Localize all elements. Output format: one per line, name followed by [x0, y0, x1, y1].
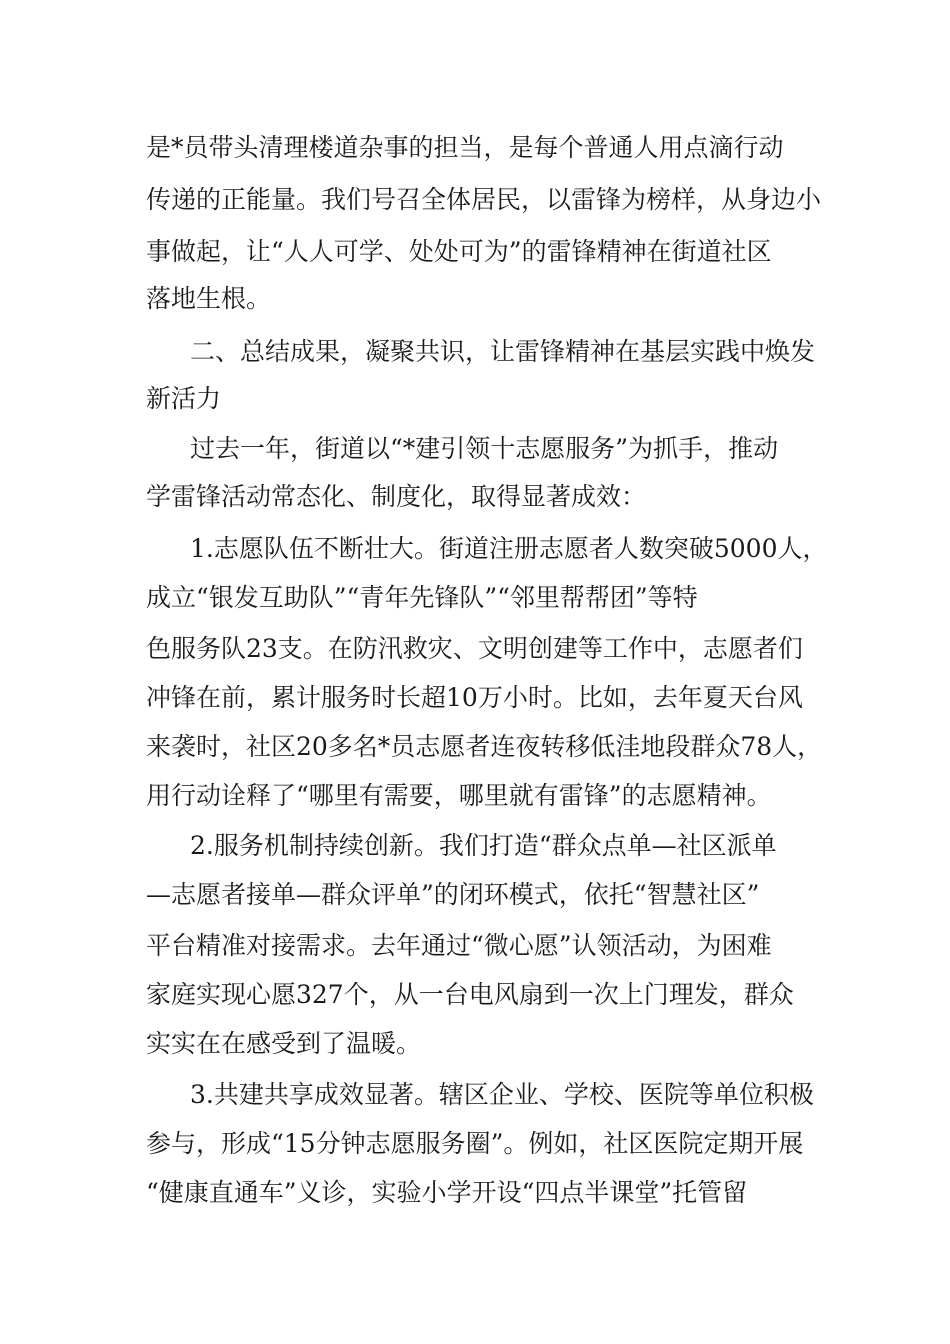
text-line: 传递的正能量。我们号召全体居民，以雷锋为榜样，从身边小: [146, 185, 822, 214]
text-line: 参与，形成“15分钟志愿服务圈”。例如，社区医院定期开展: [146, 1129, 804, 1158]
section-heading: 二、总结成果，凝聚共识，让雷锋精神在基层实践中焕发: [190, 337, 816, 366]
text-line: “健康直通车”义诊，实验小学开设“四点半课堂”托管留: [146, 1178, 748, 1207]
text-line: 来袭时，社区20多名*员志愿者连夜转移低洼地段群众78人，: [146, 732, 823, 761]
paragraph-first-line: 过去一年，街道以“*建引领十志愿服务”为抓手，推动: [190, 434, 779, 463]
text-line: 家庭实现心愿327个，从一台电风扇到一次上门理发，群众: [146, 980, 794, 1009]
text-line: 落地生根。: [146, 284, 272, 313]
section-heading-continuation: 新活力: [146, 384, 222, 413]
text-line: —志愿者接单—群众评单”的闭环模式，依托“智慧社区”: [146, 880, 760, 909]
text-line: 平台精准对接需求。去年通过“微心愿”认领活动，为困难: [146, 931, 772, 960]
text-line: 用行动诠释了“哪里有需要，哪里就有雷锋”的志愿精神。: [146, 781, 772, 810]
text-line: 事做起，让“人人可学、处处可为”的雷锋精神在街道社区: [146, 237, 772, 266]
text-line: 学雷锋活动常态化、制度化，取得显著成效：: [146, 482, 647, 511]
list-item-first-line: 2.服务机制持续创新。我们打造“群众点单—社区派单: [190, 831, 777, 860]
text-line: 成立“银发互助队”“青年先锋队”“邻里帮帮团”等特: [146, 583, 698, 612]
text-line: 冲锋在前，累计服务时长超10万小时。比如，去年夏天台风: [146, 683, 803, 712]
text-line: 实实在在感受到了温暖。: [146, 1029, 422, 1058]
list-item-first-line: 1.志愿队伍不断壮大。街道注册志愿者人数突破5000人，: [190, 534, 828, 563]
text-line: 是*员带头清理楼道杂事的担当，是每个普通人用点滴行动: [146, 133, 784, 162]
text-line: 色服务队23支。在防汛救灾、文明创建等工作中，志愿者们: [146, 634, 803, 663]
list-item-first-line: 3.共建共享成效显著。辖区企业、学校、医院等单位积极: [190, 1080, 814, 1109]
